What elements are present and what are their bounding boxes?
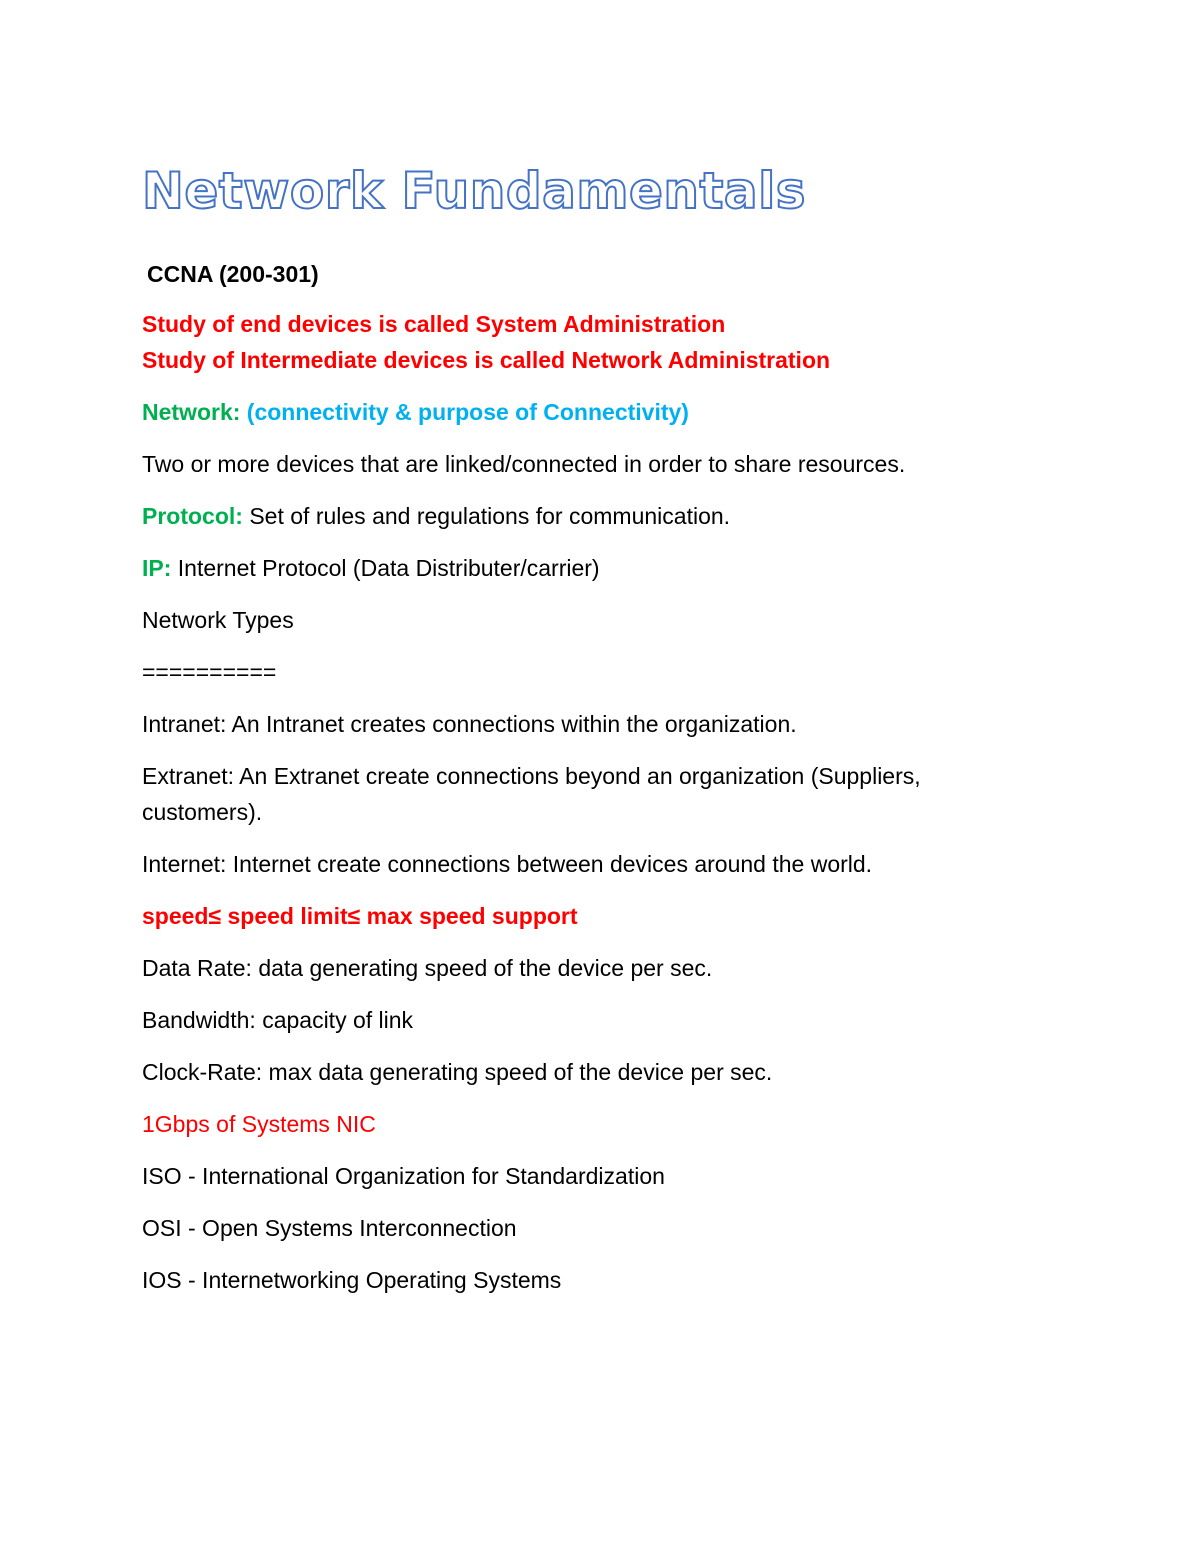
nic-note: 1Gbps of Systems NIC xyxy=(142,1111,376,1137)
ip-line xyxy=(142,550,1042,586)
speed-rule: speed≤ speed limit≤ max speed support xyxy=(142,903,578,929)
intranet-definition: Intranet: An Intranet creates connections within the organization. xyxy=(142,711,797,737)
network-types-heading: Network Types xyxy=(142,607,294,633)
data-rate-definition: Data Rate: data generating speed of the device per sec. xyxy=(142,955,713,981)
study-line-system-admin: Study of end devices is called System Administration xyxy=(142,311,726,337)
protocol-line xyxy=(142,498,1042,534)
network-purpose: (connectivity & purpose of Connectivity) xyxy=(240,399,689,425)
page-title: Network Fundamentals xyxy=(142,162,807,220)
internet-definition: Internet: Internet create connections between devices around the world. xyxy=(142,851,873,877)
protocol-definition: Set of rules and regulations for communication. xyxy=(242,503,731,529)
document-content xyxy=(142,158,1042,1298)
subtitle: CCNA (200-301) xyxy=(147,261,319,287)
osi-definition: OSI - Open Systems Interconnection xyxy=(142,1215,517,1241)
iso-definition: ISO - International Organization for Standardization xyxy=(142,1163,665,1189)
bandwidth-definition: Bandwidth: capacity of link xyxy=(142,1007,414,1033)
extranet-definition: Extranet: An Extranet create connections beyond an organization (Suppliers, customers). xyxy=(142,763,921,825)
ios-definition: IOS - Internetworking Operating Systems xyxy=(142,1267,562,1293)
ip-definition: Internet Protocol (Data Distributer/carrier) xyxy=(171,555,600,581)
network-term: Network: xyxy=(142,399,241,425)
ip-term: IP: xyxy=(142,555,172,581)
separator: ========== xyxy=(142,659,277,685)
clock-rate-definition: Clock-Rate: max data generating speed of the device per sec. xyxy=(142,1059,773,1085)
network-definition: Two or more devices that are linked/connected in order to share resources. xyxy=(142,451,906,477)
protocol-term: Protocol: xyxy=(142,503,243,529)
study-line-network-admin: Study of Intermediate devices is called Network Administration xyxy=(142,347,831,373)
network-heading xyxy=(142,394,1042,430)
